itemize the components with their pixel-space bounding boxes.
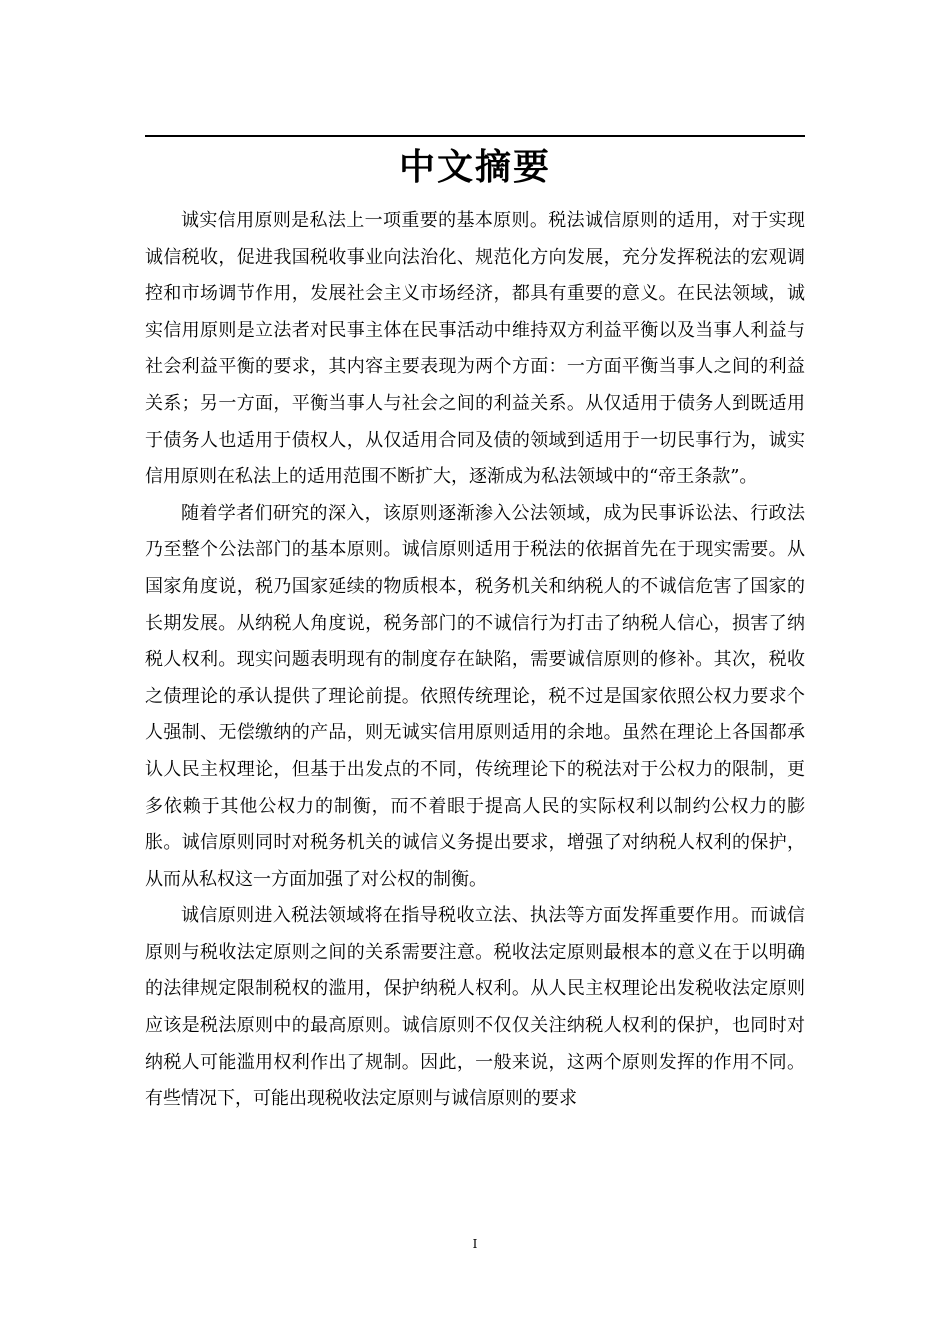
page-title: 中文摘要 <box>398 146 551 188</box>
abstract-body <box>145 203 805 1118</box>
paragraph-1: 诚实信用原则是私法上一项重要的基本原则。税法诚信原则的适用，对于实现诚信税收，促进我国税收事业向法治化、规范化方向发展，充分发挥税法的宏观调控和市场调节作用，发展社会主义市场经济，都具有重要的意义。在民法领域，诚实信用原则是立法者对民事主体在民事活动中维持双方利益平衡以及当事人利益与社会利益平衡的要求，其内容主要表现为两个方面：一方面平衡当事人之间的利益关系；另一方面，平衡当事人与社会之间的利益关系。从仅适用于债务人到既适用于债务人也适用于债权人，从仅适用合同及债的领域到适用于一切民事行为，诚实信用原则在私法上的适用范围不断扩大，逐渐成为私法领域中的“帝王条款”。 <box>145 210 805 488</box>
paragraph-3: 诚信原则进入税法领域将在指导税收立法、执法等方面发挥重要作用。而诚信原则与税收法定原则之间的关系需要注意。税收法定原则最根本的意义在于以明确的法律规定限制税权的滥用，保护纳税人权利。从人民主权理论出发税收法定原则应该是税法原则中的最高原则。诚信原则不仅仅关注纳税人权利的保护，也同时对纳税人可能滥用权利作出了规制。因此，一般来说，这两个原则发挥的作用不同。有些情况下，可能出现税收法定原则与诚信原则的要求 <box>145 905 805 1110</box>
paragraph-2: 随着学者们研究的深入，该原则逐渐渗入公法领域，成为民事诉讼法、行政法乃至整个公法部门的基本原则。诚信原则适用于税法的依据首先在于现实需要。从国家角度说，税乃国家延续的物质根本，税务机关和纳税人的不诚信危害了国家的长期发展。从纳税人角度说，税务部门的不诚信行为打击了纳税人信心，损害了纳税人权利。现实问题表明现有的制度存在缺陷，需要诚信原则的修补。其次，税收之债理论的承认提供了理论前提。依照传统理论，税不过是国家依照公权力要求个人强制、无偿缴纳的产品，则无诚实信用原则适用的余地。虽然在理论上各国都承认人民主权理论，但基于出发点的不同，传统理论下的税法对于公权力的限制，更多依赖于其他公权力的制衡，而不着眼于提高人民的实际权利以制约公权力的膨胀。诚信原则同时对税务机关的诚信义务提出要求，增强了对纳税人权利的保护，从而从私权这一方面加强了对公权的制衡。 <box>145 502 805 890</box>
header-rule <box>145 135 805 137</box>
page-number: I <box>472 1237 478 1251</box>
